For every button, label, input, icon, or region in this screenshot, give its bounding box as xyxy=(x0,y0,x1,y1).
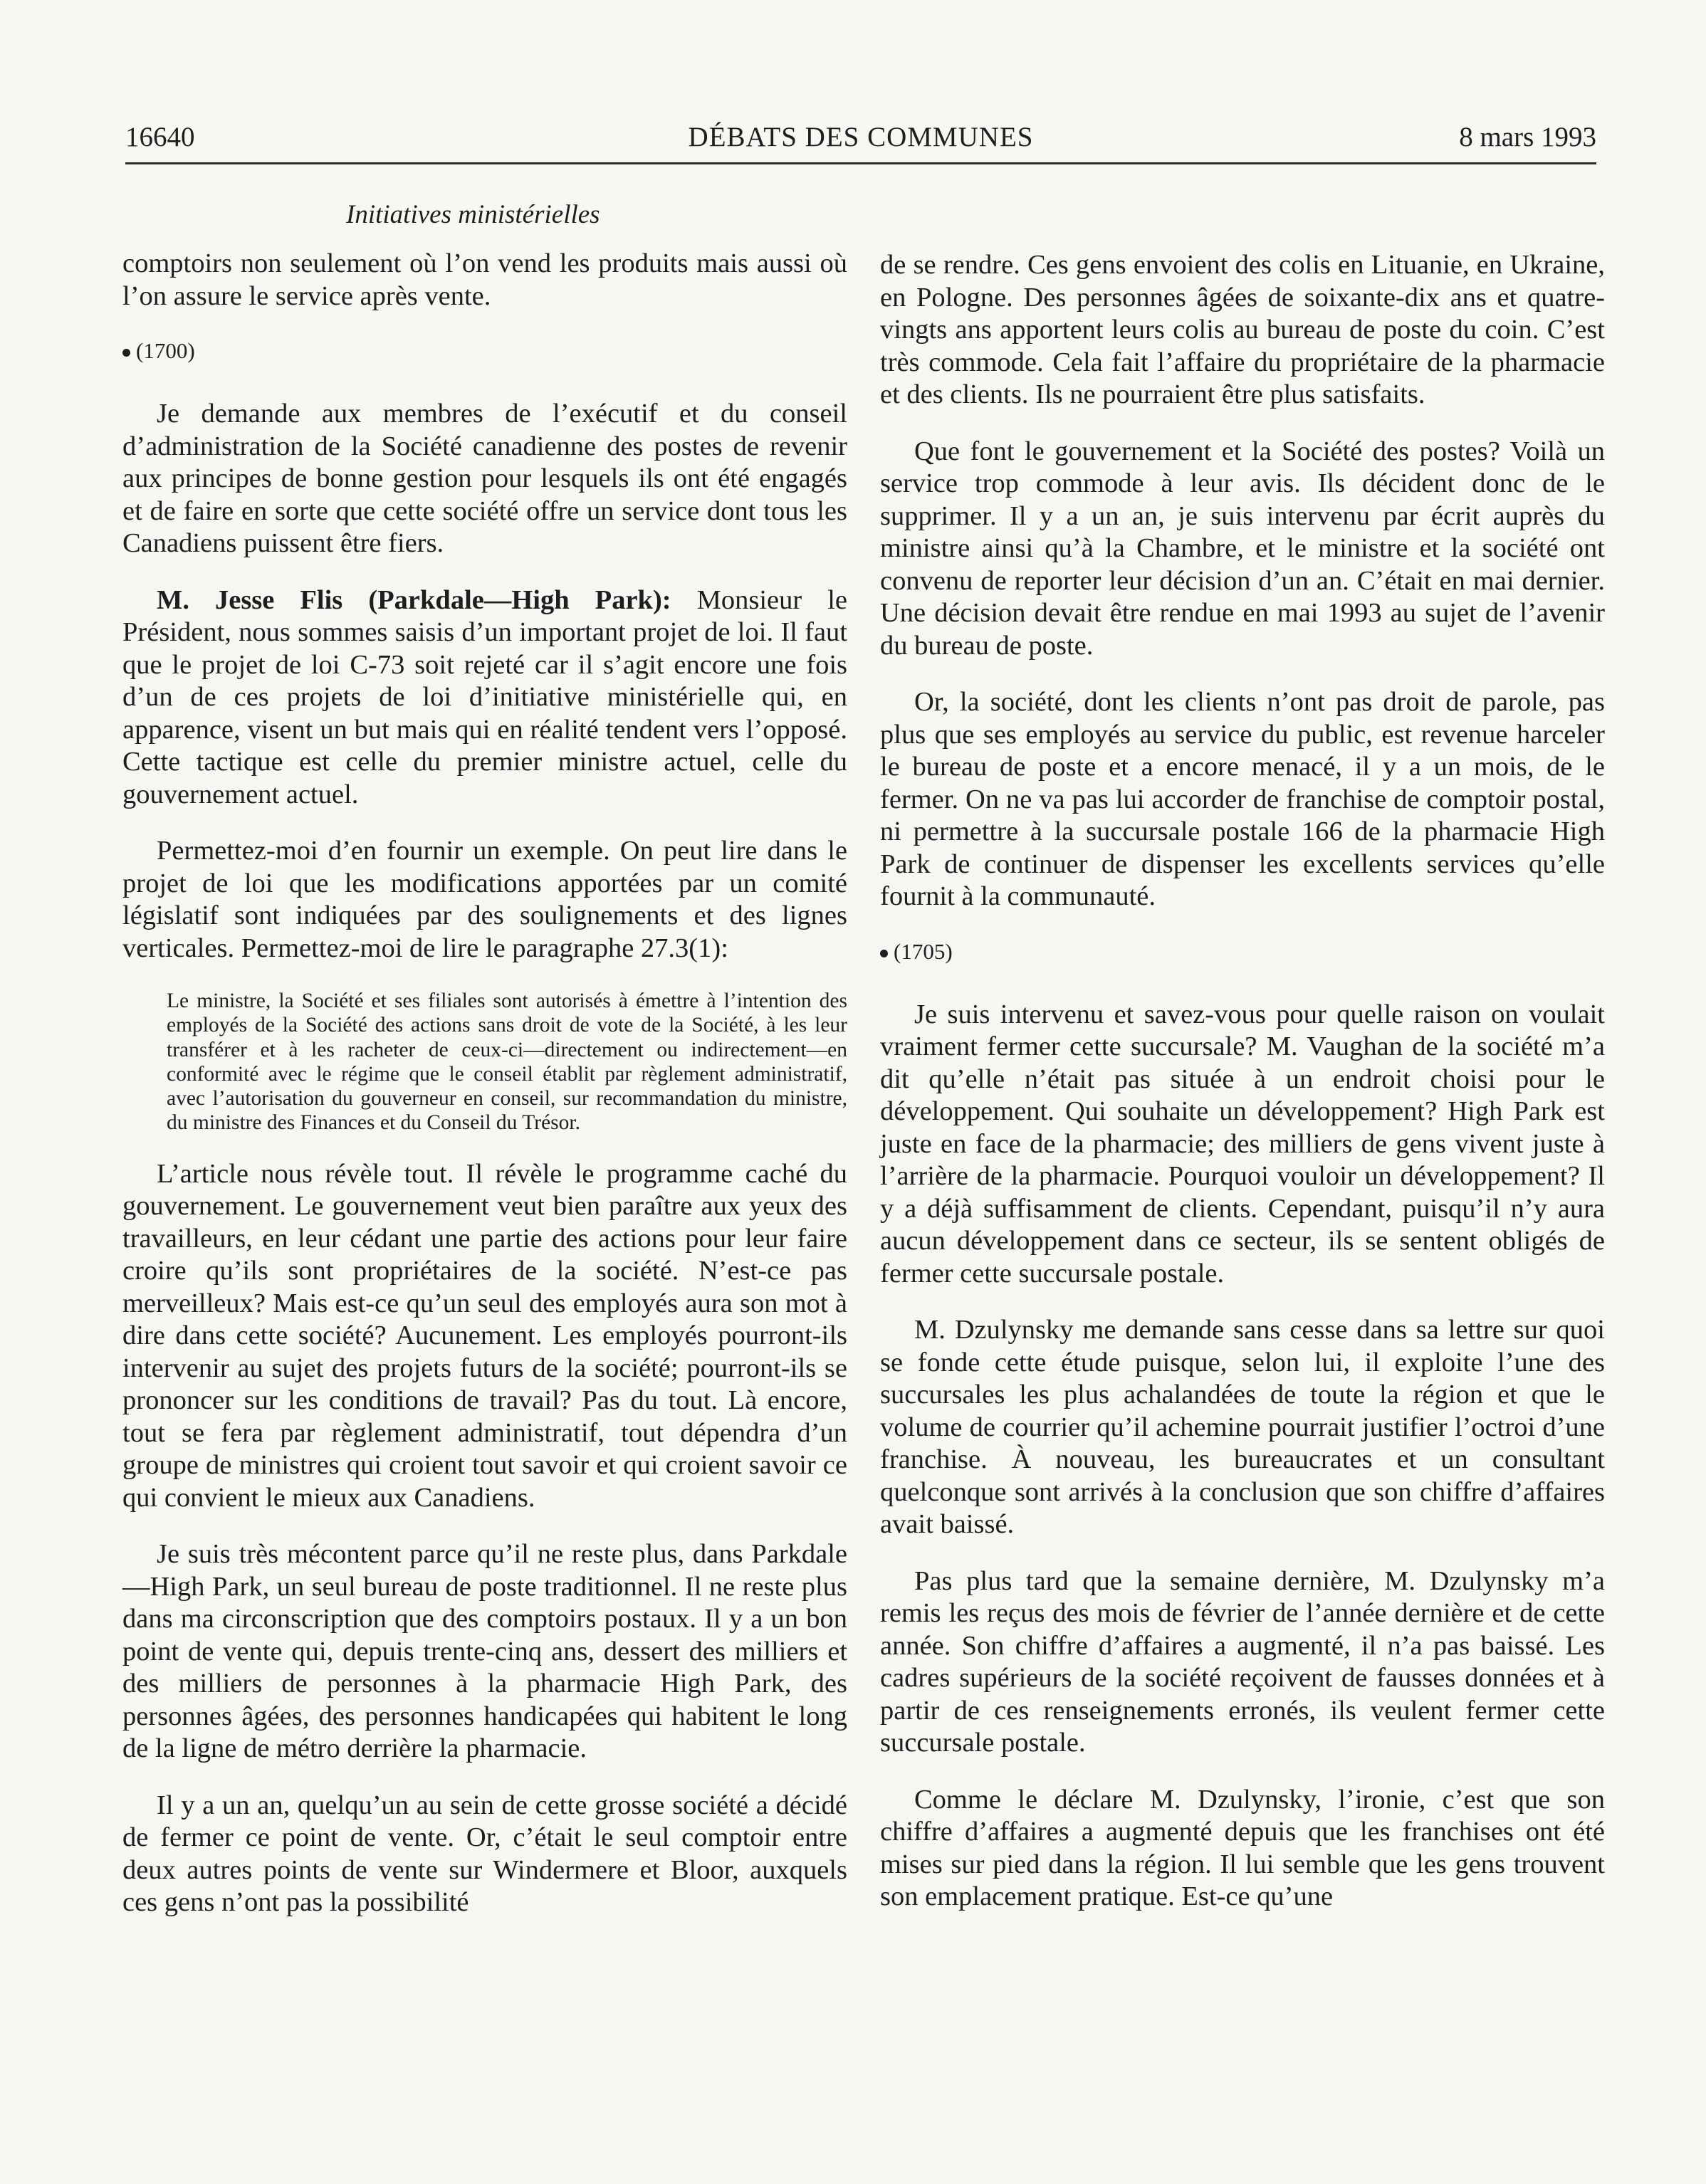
issue-date: 8 mars 1993 xyxy=(1459,122,1596,152)
paragraph: Pas plus tard que la semaine dernière, M. Dzulynsky m’a remis les reçus des mois de février de l’année dernière et de cette année. Son chiffre d’affaires a augmenté, il n’a pas baissé. Les cadres supérieurs de la société reçoivent de fausses données et à partir de ces renseignements erronés, ils veulent fermer cette succursale postale. xyxy=(880,1565,1605,1758)
block-quote: Le ministre, la Société et ses filiales sont autorisés à émettre à l’intention des employés de la Société des actions sans droit de vote de la Société, à les leur transférer et à les racheter de ceux-ci—directement ou indirectement—en conformité avec le régime que le conseil établit par règlement administratif, avec l’autorisation du gouverneur en conseil, sur recommandation du ministre, du ministre des Finances et du Conseil du Trésor. xyxy=(167,989,847,1135)
paragraph: Or, la société, dont les clients n’ont pas droit de parole, pas plus que ses employés au service du public, est revenue harceler le bureau de poste et a encore menacé, il y a un mois, de le fermer. On ne va pas lui accorder de franchise de comptoir postal, ni permettre à la succursale postale 166 de la pharmacie High Park de continuer de dispenser les excellents services qu’elle fournit à la communauté. xyxy=(880,687,1605,911)
right-column xyxy=(880,249,1605,1938)
timestamp: (1705) xyxy=(894,938,953,964)
paragraph: de se rendre. Ces gens envoient des colis en Lituanie, en Ukraine, en Pologne. Des personnes âgées de soixante-dix ans et quatre-vingts ans apportent leurs colis au bureau de poste du coin. C’est très commode. Cela fait l’affaire du propriétaire de la pharmacie et des clients. Ils ne pourraient être plus satisfaits. xyxy=(880,250,1605,409)
page-number: 16640 xyxy=(125,122,195,152)
paragraph: Que font le gouvernement et la Société des postes? Voilà un service trop commode à leur avis. Ils décident donc de le supprimer. Il y a un an, je suis intervenu par écrit auprès du ministre ainsi qu’à la Chambre, et le ministre et la société ont convenu de reporter leur décision d’un an. C’était en mai dernier. Une décision devait être rendue en mai 1993 au sujet de l’avenir du bureau de poste. xyxy=(880,436,1605,661)
section-title: Initiatives ministérielles xyxy=(346,200,600,229)
header-rule xyxy=(125,162,1596,164)
speaker-name: M. Jesse Flis (Parkdale—High Park): xyxy=(157,584,671,615)
paragraph: comptoirs non seulement où l’on vend les produits mais aussi où l’on assure le service après vente. xyxy=(122,248,847,311)
publication-title: DÉBATS DES COMMUNES xyxy=(688,122,1034,152)
left-column xyxy=(122,248,847,1943)
timestamp-marker xyxy=(122,337,847,365)
paragraph: L’article nous révèle tout. Il révèle le programme caché du gouvernement. Le gouvernement veut bien paraître aux yeux des travailleurs, en leur cédant une partie des actions pour leur faire croire qu’ils sont propriétaires de la société. N’est-ce pas merveilleux? Mais est-ce qu’un seul des employés aura son mot à dire dans cette société? Aucunement. Les employés pourront-ils intervenir au sujet des projets futurs de la société; pourront-ils se prononcer sur les conditions de travail? Pas du tout. Là encore, tout se fera par règlement administratif, tout dépendra d’un groupe de ministres qui croient tout savoir et qui croient savoir ce qui convient le mieux aux Canadiens. xyxy=(122,1158,847,1513)
paragraph: Il y a un an, quelqu’un au sein de cette grosse société a décidé de fermer ce point de vente. Or, c’était le seul comptoir entre deux autres points de vente sur Windermere et Bloor, auxquels ces gens n’ont pas la possibilité xyxy=(122,1790,847,1918)
paragraph: Comme le déclare M. Dzulynsky, l’ironie, c’est que son chiffre d’affaires a augmenté depuis que les franchises ont été mises sur pied dans la région. Il lui semble que les gens trouvent son emplacement pratique. Est-ce qu’une xyxy=(880,1784,1605,1911)
speech-text: Monsieur le Président, nous sommes saisis d’un important projet de loi. Il faut que le projet de loi C-73 soit rejeté car il s’agit encore une fois d’un de ces projets de loi d’initiative ministérielle qui, en apparence, visent un but mais qui en réalité tendent vers l’opposé. Cette tactique est celle du premier ministre actuel, celle du gouvernement actuel. xyxy=(122,584,847,809)
page-header xyxy=(125,121,1596,165)
timestamp: (1700) xyxy=(136,338,195,363)
bullet-icon xyxy=(880,950,888,957)
paragraph xyxy=(122,584,847,812)
timestamp-marker xyxy=(880,938,1605,966)
bullet-icon xyxy=(122,349,130,357)
paragraph: Je demande aux membres de l’exécutif et du conseil d’administration de la Société canadienne des postes de revenir aux principes de bonne gestion pour lesquels ils ont été engagés et de faire en sorte que cette société offre un service dont tous les Canadiens puissent être fiers. xyxy=(122,399,847,558)
paragraph: Je suis intervenu et savez-vous pour quelle raison on voulait vraiment fermer cette succursale? M. Vaughan de la société m’a dit qu’elle n’était pas située à un endroit choisi pour le développement. Qui souhaite un développement? High Park est juste en face de la pharmacie; des milliers de gens vivent juste à l’arrière de la pharmacie. Pourquoi vouloir un développement? Il y a déjà suffisamment de clients. Cependant, puisqu’il n’y aura aucun développement dans ce secteur, ils se sentent obligés de fermer cette succursale postale. xyxy=(880,999,1605,1288)
paragraph: Permettez-moi d’en fournir un exemple. On peut lire dans le projet de loi que les modifications apportées par un comité législatif sont indiquées par des soulignements et des lignes verticales. Permettez-moi de lire le paragraphe 27.3(1): xyxy=(122,836,847,963)
paragraph: Je suis très mécontent parce qu’il ne reste plus, dans Parkdale—High Park, un seul bureau de poste traditionnel. Il ne reste plus dans ma circonscription que des comptoirs postaux. Il y a un bon point de vente qui, depuis trente-cinq ans, dessert des milliers et des milliers de personnes à la pharmacie High Park, des personnes âgées, des personnes handicapées qui habitent le long de la ligne de métro derrière la pharmacie. xyxy=(122,1539,847,1764)
paragraph: M. Dzulynsky me demande sans cesse dans sa lettre sur quoi se fonde cette étude puisque, selon lui, il exploite l’une des succursales les plus achalandées de toute la région et que le volume de courrier qu’il achemine pourrait justifier l’octroi d’une franchise. À nouveau, les bureaucrates et un consultant quelconque sont arrivés à la conclusion que son chiffre d’affaires avait baissé. xyxy=(880,1315,1605,1539)
